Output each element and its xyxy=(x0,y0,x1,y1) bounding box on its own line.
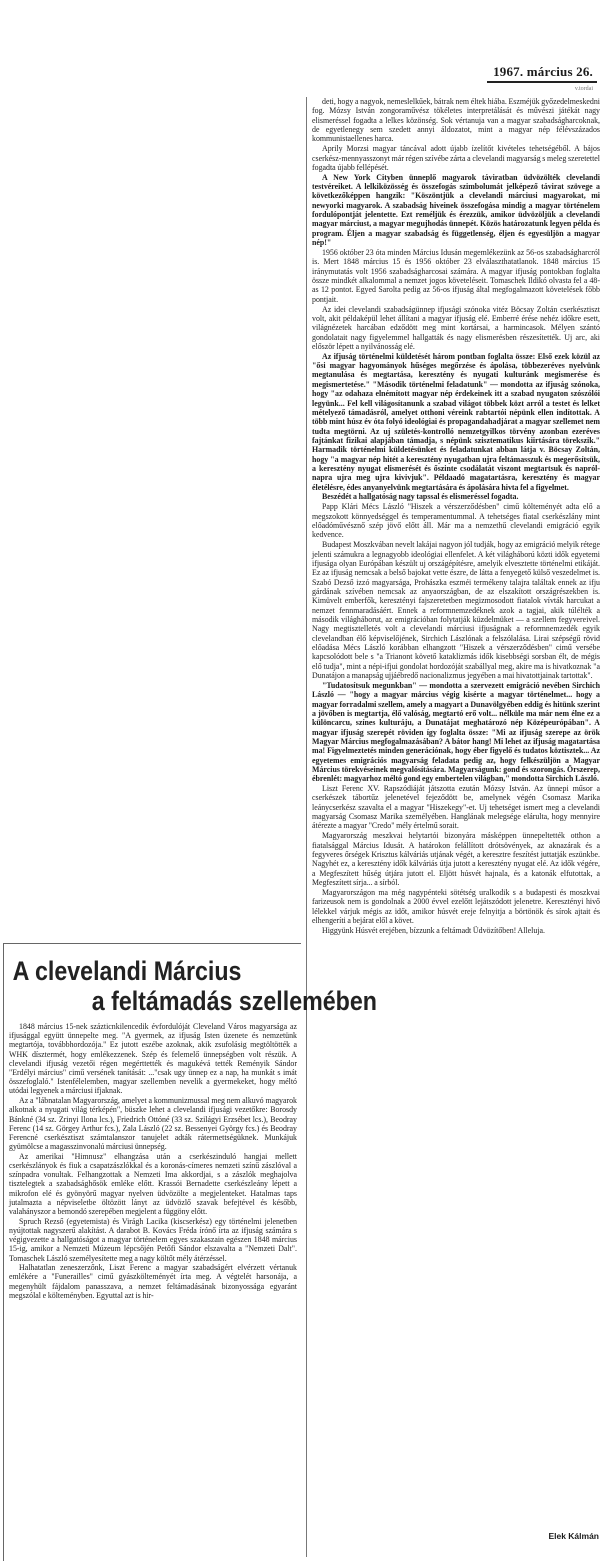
right-column xyxy=(306,97,600,1557)
paragraph: Magyarországon ma még nagypénteki sötétség uralkodik s a budapesti és moszkvai farizeusok nem is gondolnak a 2000 évvel ezelőtt lejátszódott jelenetre. Keresztényi hivő lélekkel várjuk mégis az időt, amikor húsvét ereje felnyitja a börtönök és sírok ajtait és elhengeríti a bejárat elől a követ. xyxy=(312,887,600,925)
left-article xyxy=(3,943,377,1561)
paragraph: Higgyünk Húsvét erejében, bízzunk a feltámadt Üdvözítőben! Alleluja. xyxy=(322,925,545,935)
paragraph: Magyarország meszkvai helytartói bizonyára másképpen ünnepeltették otthon a fiatalsággal Március Idusát. A határokon felállított drótsövények, az aknazárak és a fegyveres őrségek Krisztus kálváriás utjának végét, a keresztre feszítést juttatják eszünkbe. Nagyhét ez, a keresztény idők kálváriás útja jutott a keresztény nyugat elé. Az idők végére, a Megfeszített hűség útjára jutott el. Eljött húsvét hajnala, és a katonák elfutottak, a Megfeszített sírja... a sírból. xyxy=(312,831,600,888)
paragraph: Papp Klári Mécs László "Hiszek a vérszerződésben" cimű költeményét adta elő a megszokott könnyedséggel és temperamentummal. A tehetséges fiatal cserkészlány mint előadóművésznő szép jövő előtt áll. Már ma a nemzethű clevelandi emigráció egyik kedvence. xyxy=(312,502,600,540)
paragraph: Az ifjuság történelmi küldetését három pontban foglalta össze: Első ezek közül az "ősi magyar hagyományok hűséges megőrzése és ápolása, többezeréves nyelvünk megtanulása és megtartása, keresztény és nyugati kulturánk megismerése és megismertetése." "Második történelmi feladatunk" — mondotta az ifjuság szónoka, hogy "az odahaza elnémított magyar nép érdekeinek itt a szabad nyugaton szószólói legyünk... Fel kell világosítanunk a szabad világot többek közt arról a testet és lelket mételyező támadásról, amelyet otthoni véreink rabtartói népünk ellen indítottak. A több mint húsz év óta folyó ideológiai és propagandahadjárat a magyar szellemet nem tudta megtörni. Az uj születés-kontrolló nemzetgyilkos törvény azonban ezeréves fajtánkat fizikai alapjában támadja, s népünk szisztematikus kiirtására törekszik." Harmadik történelmi küldetésünket és feladatunkat abban látja v. Böcsay Zoltán, hogy "a magyar nép hitét a keresztény nyugatban ujra feltámasszuk és megerősítsük, a keresztény nyugat elismerését és őszinte csodálatát viszont megtartsuk és napról-napra ujra meg ujra kivivjuk". Példaadó magatartásra, keresztény és magyar életélésre, édes anyanyelvünk megtartására és ápolására hivta fel a figyelmet. xyxy=(312,351,600,492)
left-paragraphs xyxy=(4,1022,301,1300)
paragraph: Az a "lábnatalan Magyarország, amelyet a kommunizmussal meg nem alkuvó magyarok alkotnak a nyugati világ térképén", büszke lehet a clevelandi ifjusági vezetőkre: Borosdy Bánkné (34 sz. Zrinyi Ilona lcs.), Friedrich Ottóné (33 sz. Szilágyi Erzsébet lcs.), Beodray Ferenc (14 sz. Görgey Arthur fcs.), Zala László (22 sz. Bessenyei György fcs.) és Beodray Ferencné cserkésztiszt számtalanszor tanujelet adták rátermettségüknek. Munkájuk gyümölcse a magasszinvonalú márciusi ünnepség. xyxy=(9,1096,297,1152)
paragraph: deti, hogy a nagyok, nemeslelkűek, bátrak nem éltek hiába. Eszméjük győzedelmeskedni fog. Mózsy István zongoraművész tökéletes interpretálását és művészi játékát nagy elismeréssel fogadta a lelkes közönség. Sok vértanuja van a magyar szabadságharcoknak, de egyetlenegy sem szedett annyi áldozatot, mint a magyar nép félévszázados kommunistaellenes harca. xyxy=(312,97,600,144)
archive-mark: v.tordai xyxy=(574,86,593,92)
paragraph: Liszt Ferenc XV. Rapszódiáját játszotta ezután Mózsy István. Az ünnepi műsor a cserkészek tábortűz jelenetével fejeződött be, amelynek végén Csomasz Marika leánycserkész szavalta el a magyar "Hiszekegy"-et. Uj tehetséget ismert meg a clevelandi magyarság Csomasz Marika személyében. Hanglának melegsége elárulta, hogy mennyire átérezte a magyar "Credo" mély értelmű sorait. xyxy=(312,784,600,831)
author-signature: Elek Kálmán xyxy=(548,1531,599,1541)
right-paragraphs xyxy=(312,97,600,935)
issue-date: 1967. március 26. xyxy=(487,64,597,83)
paragraph: Aprily Morzsi magyar táncával adott újabb ízelítőt kivételes tehetségéből. A bájos cserkész-mennyasszonyt már régen szívébe zárta a clevelandi magyarság s meleg szeretettel fogadta újabb fellépését. xyxy=(312,144,600,172)
paragraph: "Tudatosítsuk megunkban" — mondotta a szervezett emigráció nevében Sirchich László — "hogy a magyar március végig kisérte a magyar történelmet... hogy a magyar forradalmi szellem, amely a magyart a Dunavölgyében eddig és hitünk szerint a jövőben is megtartja, élő valóság, megtartó erő volt... nélküle ma már nem élne ez a különcarcu, színes kulturáju, a Dunatájat meghatározó nép Középeurópában". A magyar ifjuság szerepét röviden így foglalta össze: "Mi az ifjuság szerepe az örök Magyar Március megfogalmazásában? A bátor hang! Mi lehet az ifjuság magatartása ma! Figyelmeztetés minden generációnak, hogy éber figyelő és tudatos köztisztek... Az egyetemes emigrációs magyarság feladata pedig az, hogy felkészüljön a Magyar Március törekvéseinek megvalósítására. Magyarságunk: gond és szorongás. Örszerep, ébrenlét: magyarhoz méltó gond egy embertelen világban," mondotta Sirchich László. xyxy=(312,680,600,784)
paragraph: 1848 március 15-nek százticnkilencedik évfordulóját Cleveland Város magyarsága az ifjusággal együtt ünnepelte meg. "A gyermek, az ifjuság Isten üzenete és nemzetünk megtartója, továbbhordozója." Ez jutott eszébe azoknak, akik zsufolásig megtöltötték a WHK dísztermét, hogy emlékezzenek. Szép és felemelő ünnepségben volt részük. A clevelandi ifjuság vezetői régen megérttették és magukévá tették Reményik Sándor "Erdélyi március" cimű versének tanítását: ..."csak ugy ünnep ez a nap, ha munkát s imát összefoglaló." Istenfélelemben, magyar szellemben nevelik a gyermekeket, hogy méltó utódai legyenek a márciusi ifjaknak. xyxy=(9,1022,297,1096)
paragraph: A New York Cityben ünneplő magyarok táviratban üdvözölték clevelandi testvéreiket. A lelkiközösség és összefogás szimbolumát jelképező távirat szövege a következőképpen hangzik: "Köszöntjük a clevelandi márciusi magyarokat, mi newyorki magyarok. A szabadság hiveinek összefogása mindig a magyar történelem fordulópontját jelentette. Ezt reméljük és érezzük, amikor üdvözöljük a clevelandi magyar márciust, a magyar megujhodás ünnepét. Közös határozatunk legyen példa és program. Éljen a magyar szabadság és függetlenség, éljen és egyesüljön a magyar nép!" xyxy=(312,172,600,248)
headline-line-2: a feltámadás szellemében xyxy=(91,986,377,1016)
paragraph: Az amerikai "Himnusz" elhangzása után a cserkészinduló hangjai mellett cserkészlányok és fiuk a csapatzászlókkal és a koronás-címeres nemzeti színű zászlóval a színpadra vonultak. Felhangzottak a Nemzeti Ima akkordjai, s a zászlók meghajolva tisztelegtek a szabadsághősök emléke előtt. Krassói Bernadette cserkészleány lépett a mikrofon elé és gyönyörű magyar nyelven üdvözölte a megjelenteket. Hatalmas taps jutalmazta a népviseletbe öltözött lányt az üdvözlő szavak befejtével és később, valahányszor a bemondó szerepében megjelent a függöny előtt. xyxy=(9,1151,297,1217)
article-headline xyxy=(4,944,377,1022)
paragraph: Spruch Rezső (egyetemista) és Virágh Lacika (kiscserkész) egy történelmi jelenetben nyújtottak nagyszerű alakítást. A darabot B. Kovács Fréda írónő írta az ifjuság számára s végigvezette a hallgatóságot a magyar történelem egyes szakaszain egészen 1848 március 15-ig, amikor a Nemzeti Múzeum lépcsőjén Petőfi Sándor elszavalta a "Nemzeti Dalt". Tomaschek László személyesítette meg a nagy költőt mély átérzéssel. xyxy=(9,1216,297,1263)
paragraph: Halhatatlan zeneszerzőnk, Liszt Ferenc a magyar szabadságért elvérzett vértanuk emlékére a "Funerailles" cimű gyászkölteményét írta meg. A végtelét harsonája, a megenyhült fájdalom panasszava, a nemzet feltámadásának bizonyossága egyaránt megszólal e költeményben. Egyuttal azt is hir- xyxy=(9,1263,297,1300)
paragraph: Az idei clevelandi szabadságünnep ifjusági szónoka vitéz Böcsay Zoltán cserkésztiszt volt, akit példaképül lehet állítani a magyar ifjuság elé. Emberré érése nehéz időkre esett, világnézetek harcában edződött meg mint kortársai, a harmincasok. Mélyen szántó gondolatait nagy figyelemmel hallgatták és nagy elismerésben részesítették. Uj arc, aki először lépett a nyilvánosság elé. xyxy=(312,304,600,351)
paragraph: Budapest Moszkvában nevelt lakájai nagyon jól tudják, hogy az emigráció melyik rétege jelenti számukra a legnagyobb ideológiai ellenfelet. A két világháború közti idők egyetemi ifjusága olyan Európában készült uj országépítésre, amelyik elvesztette történelmi etikáját. Ez az ifjuság nemcsak a belső bajokat vette észre, de látta a fenyegető külső veszedelmet is. Szabó Dezső izzó magyarsága, Prohászka eszméi termékeny talajra találtak ennek az ifju gárdának szívében nemcsak az anyaországban, de az elszakított országrészekben is. Kimüvelt emberfők, keresztényi fajszeretetben megizmosodott fiatalok vívták harcukat a nemzet fennmaradásáért. Ennek a reformnemzedéknek azok a tagjai, akik túlélték a második világháborut, az emigrációban folytatják küzdelmüket — a szellem fegyvereivel. Nagy megtisztelletés volt a clevelandi márciusi ifjuságnak a reformnemzedék egyik clevelandban élő képviselőjének, Sirchich Lászlónak a felszólalása. Lirai szépségű rövid előadása Mécs László korábban elhangzott "Hiszek a vérszerződésben" cimű versébe kapcsolódott bele s "a Trianont követő kataklizmás idők kisebbségi sorsban élt, de mégis elő tudja", mint a népi-ifjui gondolat hordozóját szabállyal meg, akire ma is hivatkoznak "a Dunatájon a manapság ujjáébredő nacionalizmus jegyében a mai hivatottjainak tartottak". xyxy=(312,540,600,680)
paragraph: 1956 október 23 óta minden Március Idusán megemlékezünk az 56-os szabadságharcról is. Mert 1848 március 15 és 1956 október 23 elválaszthatatlanok. 1848 március 15 iránymutatás volt 1956 szabadságharcosai számára. A magyar ifjuság pontokban foglalta össze mindkét alkalommal a nemzet jogos követeléseit. Tomaschek Ildikó olvasta fel a 48-as 12 pontot. Egyed Sarolta pedig az 56-os ifjuság által megfogalmazott követelések főbb pontjait. xyxy=(312,248,600,304)
paragraph: Beszédét a hallgatóság nagy tapssal és elismeréssel fogadta. xyxy=(322,492,519,502)
headline-line-1: A clevelandi Március xyxy=(12,956,242,986)
